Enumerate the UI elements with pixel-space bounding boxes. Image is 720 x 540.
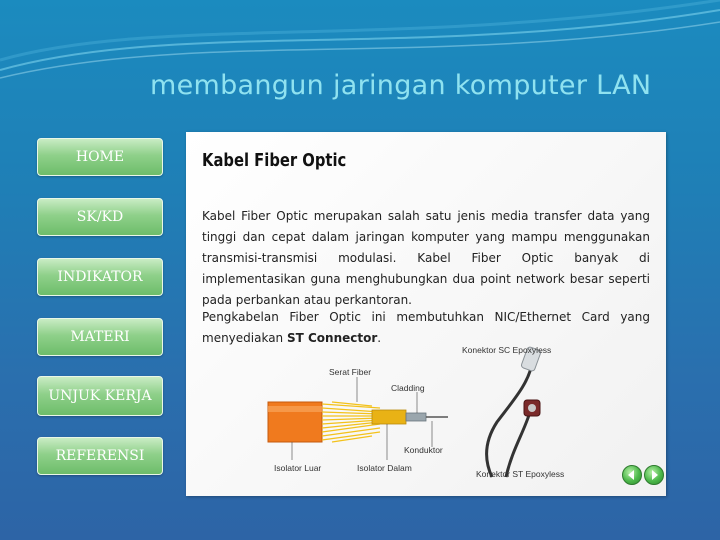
paragraph-2-suffix: . — [377, 331, 382, 345]
isolator-dalam-shape — [372, 410, 406, 424]
content-panel — [186, 132, 666, 496]
nav-button-sk-kd[interactable]: SK/KD — [37, 198, 163, 236]
nav-button-home[interactable]: HOME — [37, 138, 163, 176]
nav-button-materi[interactable]: MATERI — [37, 318, 163, 356]
label-isolator-dalam: Isolator Dalam — [357, 463, 412, 473]
prev-button[interactable] — [622, 465, 642, 485]
label-konektor-sc: Konektor SC Epoxyless — [462, 345, 552, 355]
nav-button-unjuk-kerja[interactable]: UNJUK KERJA — [37, 376, 163, 416]
content-paragraph-1: Kabel Fiber Optic merupakan salah satu jenis media transfer data yang tinggi dan cepat dalam jaringan komputer yang mampu menggunakan transmisi-transmisi modulasi. Kabel Fiber Optic banyak di implementasikan guna menghubungkan dua point network besar seperti pada perbankan atau perkantoran. — [202, 209, 650, 307]
label-cladding: Cladding — [391, 383, 425, 393]
paragraph-2-text: Pengkabelan Fiber Optic ini membutuhkan NIC/Ethernet Card yang menyediakan — [202, 310, 650, 345]
label-serat-fiber: Serat Fiber — [329, 367, 372, 377]
nav-button-indikator[interactable]: INDIKATOR — [37, 258, 163, 296]
label-konektor-st: Konektor ST Epoxyless — [476, 469, 565, 479]
st-connector-shape — [506, 400, 540, 477]
cladding-shape — [406, 413, 426, 421]
arrow-left-icon — [623, 466, 641, 484]
nav-button-referensi[interactable]: REFERENSI — [37, 437, 163, 475]
page-title: membangun jaringan komputer LAN — [150, 70, 652, 101]
content-heading: Kabel Fiber Optic — [202, 150, 347, 171]
arrow-right-icon — [645, 466, 663, 484]
serat-fiber-shape — [322, 402, 380, 442]
st-connector-text: ST Connector — [286, 331, 378, 345]
next-button[interactable] — [644, 465, 664, 485]
label-konduktor: Konduktor — [404, 445, 443, 455]
label-isolator-luar: Isolator Luar — [274, 463, 322, 473]
